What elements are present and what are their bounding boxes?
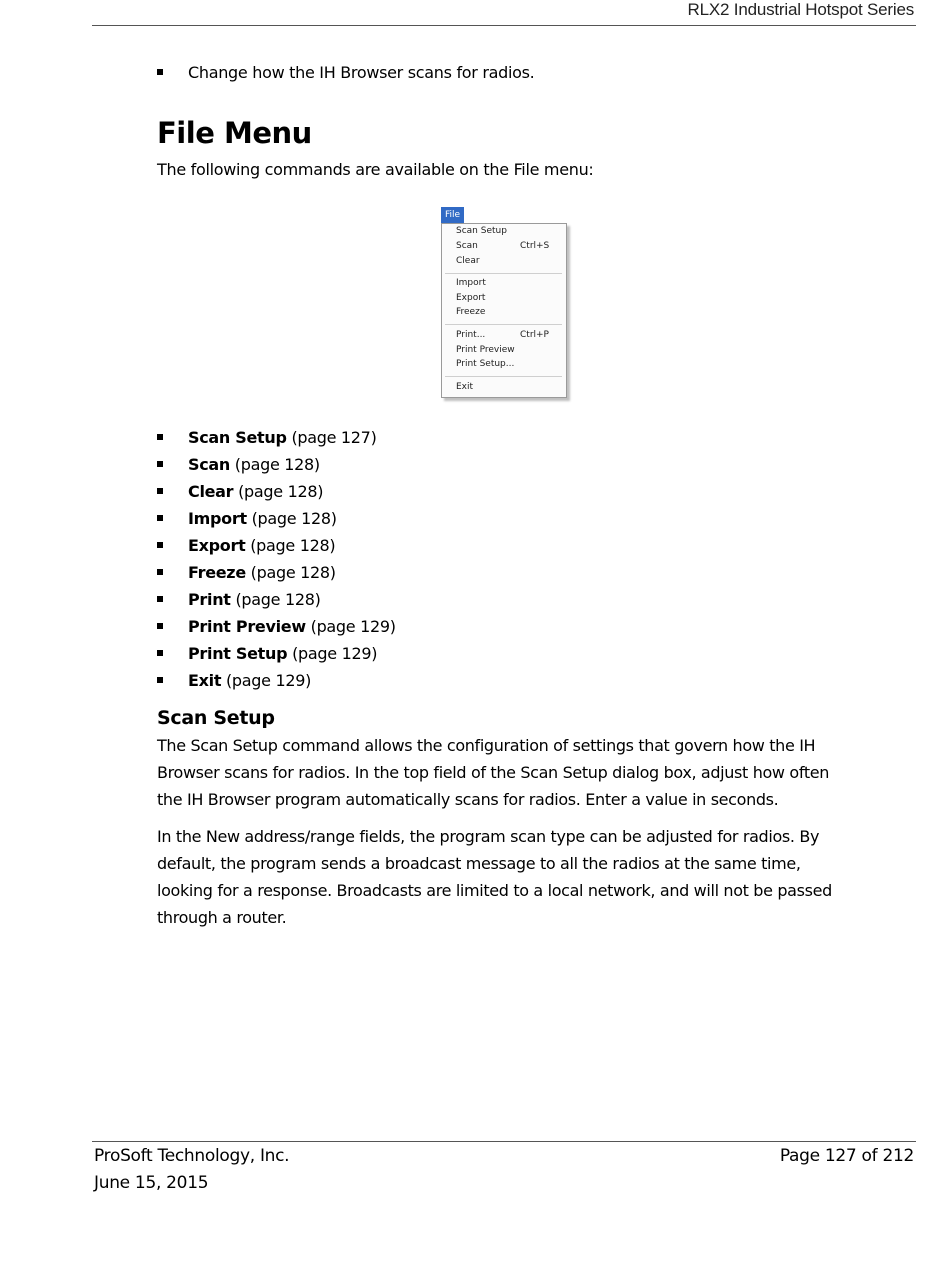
command-ref: (page 128): [238, 482, 324, 501]
command-text: [188, 617, 396, 637]
command-text: [188, 428, 377, 448]
scan-setup-paragraph-1: The Scan Setup command allows the configuration of settings that govern how the IH Browser scans for radios. In the top field of the Scan Setup dialog box, adjust how often the IH Browser program automatically scans for radios. Enter a value in seconds.: [157, 736, 830, 809]
bullet-square-icon: [157, 434, 163, 440]
menu-item-exit: Exit: [456, 382, 474, 392]
command-name: Export: [188, 536, 246, 555]
section-intro: The following commands are available on the File menu:: [157, 160, 594, 179]
file-menu-tab: File: [441, 207, 464, 223]
menu-separator: [445, 273, 562, 274]
command-text: [188, 590, 321, 610]
command-ref: (page 128): [251, 509, 337, 528]
page-header-title: RLX2 Industrial Hotspot Series: [687, 0, 914, 19]
bullet-square-icon: [157, 69, 163, 75]
scan-setup-paragraph-2: In the New address/range fields, the program scan type can be adjusted for radios. By default, the program sends a broadcast message to all the radios at the same time, looking for a response. Broadcasts are limited to a local network, and will not be passed through a router.: [157, 827, 832, 927]
command-name: Clear: [188, 482, 234, 501]
bullet-square-icon: [157, 488, 163, 494]
bullet-square-icon: [157, 461, 163, 467]
file-menu-dropdown: [441, 223, 567, 398]
bullet-square-icon: [157, 623, 163, 629]
menu-separator: [445, 376, 562, 377]
command-text: [188, 509, 337, 529]
footer-rule: [92, 1141, 916, 1142]
menu-item-scan: Scan: [456, 241, 478, 251]
bullet-square-icon: [157, 677, 163, 683]
command-ref: (page 127): [291, 428, 377, 447]
bullet-square-icon: [157, 569, 163, 575]
menu-item-clear: Clear: [456, 256, 480, 266]
command-ref: (page 128): [234, 455, 320, 474]
command-text: [188, 563, 336, 583]
bullet-square-icon: [157, 650, 163, 656]
bullet-square-icon: [157, 515, 163, 521]
command-ref: (page 129): [225, 671, 312, 690]
bullet-square-icon: [157, 596, 163, 602]
command-text: [188, 455, 320, 475]
scan-setup-title: Scan Setup: [157, 707, 275, 729]
bullet-square-icon: [157, 542, 163, 548]
command-name: Import: [188, 509, 247, 528]
menu-item-print-setup: Print Setup...: [456, 359, 515, 369]
command-name: Exit: [188, 671, 222, 690]
command-text: [188, 482, 323, 502]
menu-item-print: Print...: [456, 330, 486, 340]
menu-shortcut-scan: Ctrl+S: [520, 241, 550, 251]
command-name: Freeze: [188, 563, 246, 582]
menu-item-import: Import: [456, 278, 486, 288]
header-rule: [92, 25, 916, 26]
file-menu-screenshot: [441, 207, 571, 402]
command-name: Print Setup: [188, 644, 288, 663]
section-title: File Menu: [157, 116, 312, 150]
menu-shortcut-print: Ctrl+P: [520, 330, 549, 340]
menu-item-freeze: Freeze: [456, 307, 486, 317]
command-name: Print Preview: [188, 617, 306, 636]
command-ref: (page 128): [250, 563, 336, 582]
command-name: Scan: [188, 455, 230, 474]
footer-company: ProSoft Technology, Inc.: [94, 1146, 290, 1166]
command-text: [188, 536, 335, 556]
menu-item-print-preview: Print Preview: [456, 345, 515, 355]
footer-page-number: Page 127 of 212: [779, 1146, 914, 1166]
command-text: [188, 644, 377, 664]
command-ref: (page 129): [292, 644, 378, 663]
command-ref: (page 129): [310, 617, 396, 636]
menu-separator: [445, 324, 562, 325]
command-ref: (page 128): [235, 590, 321, 609]
command-name: Print: [188, 590, 231, 609]
menu-item-export: Export: [456, 293, 486, 303]
command-ref: (page 128): [250, 536, 336, 555]
footer-date: June 15, 2015: [94, 1173, 209, 1193]
menu-item-scan-setup: Scan Setup: [456, 226, 507, 236]
command-text: [188, 671, 311, 691]
top-bullet-text: Change how the IH Browser scans for radios.: [188, 63, 535, 82]
command-name: Scan Setup: [188, 428, 287, 447]
